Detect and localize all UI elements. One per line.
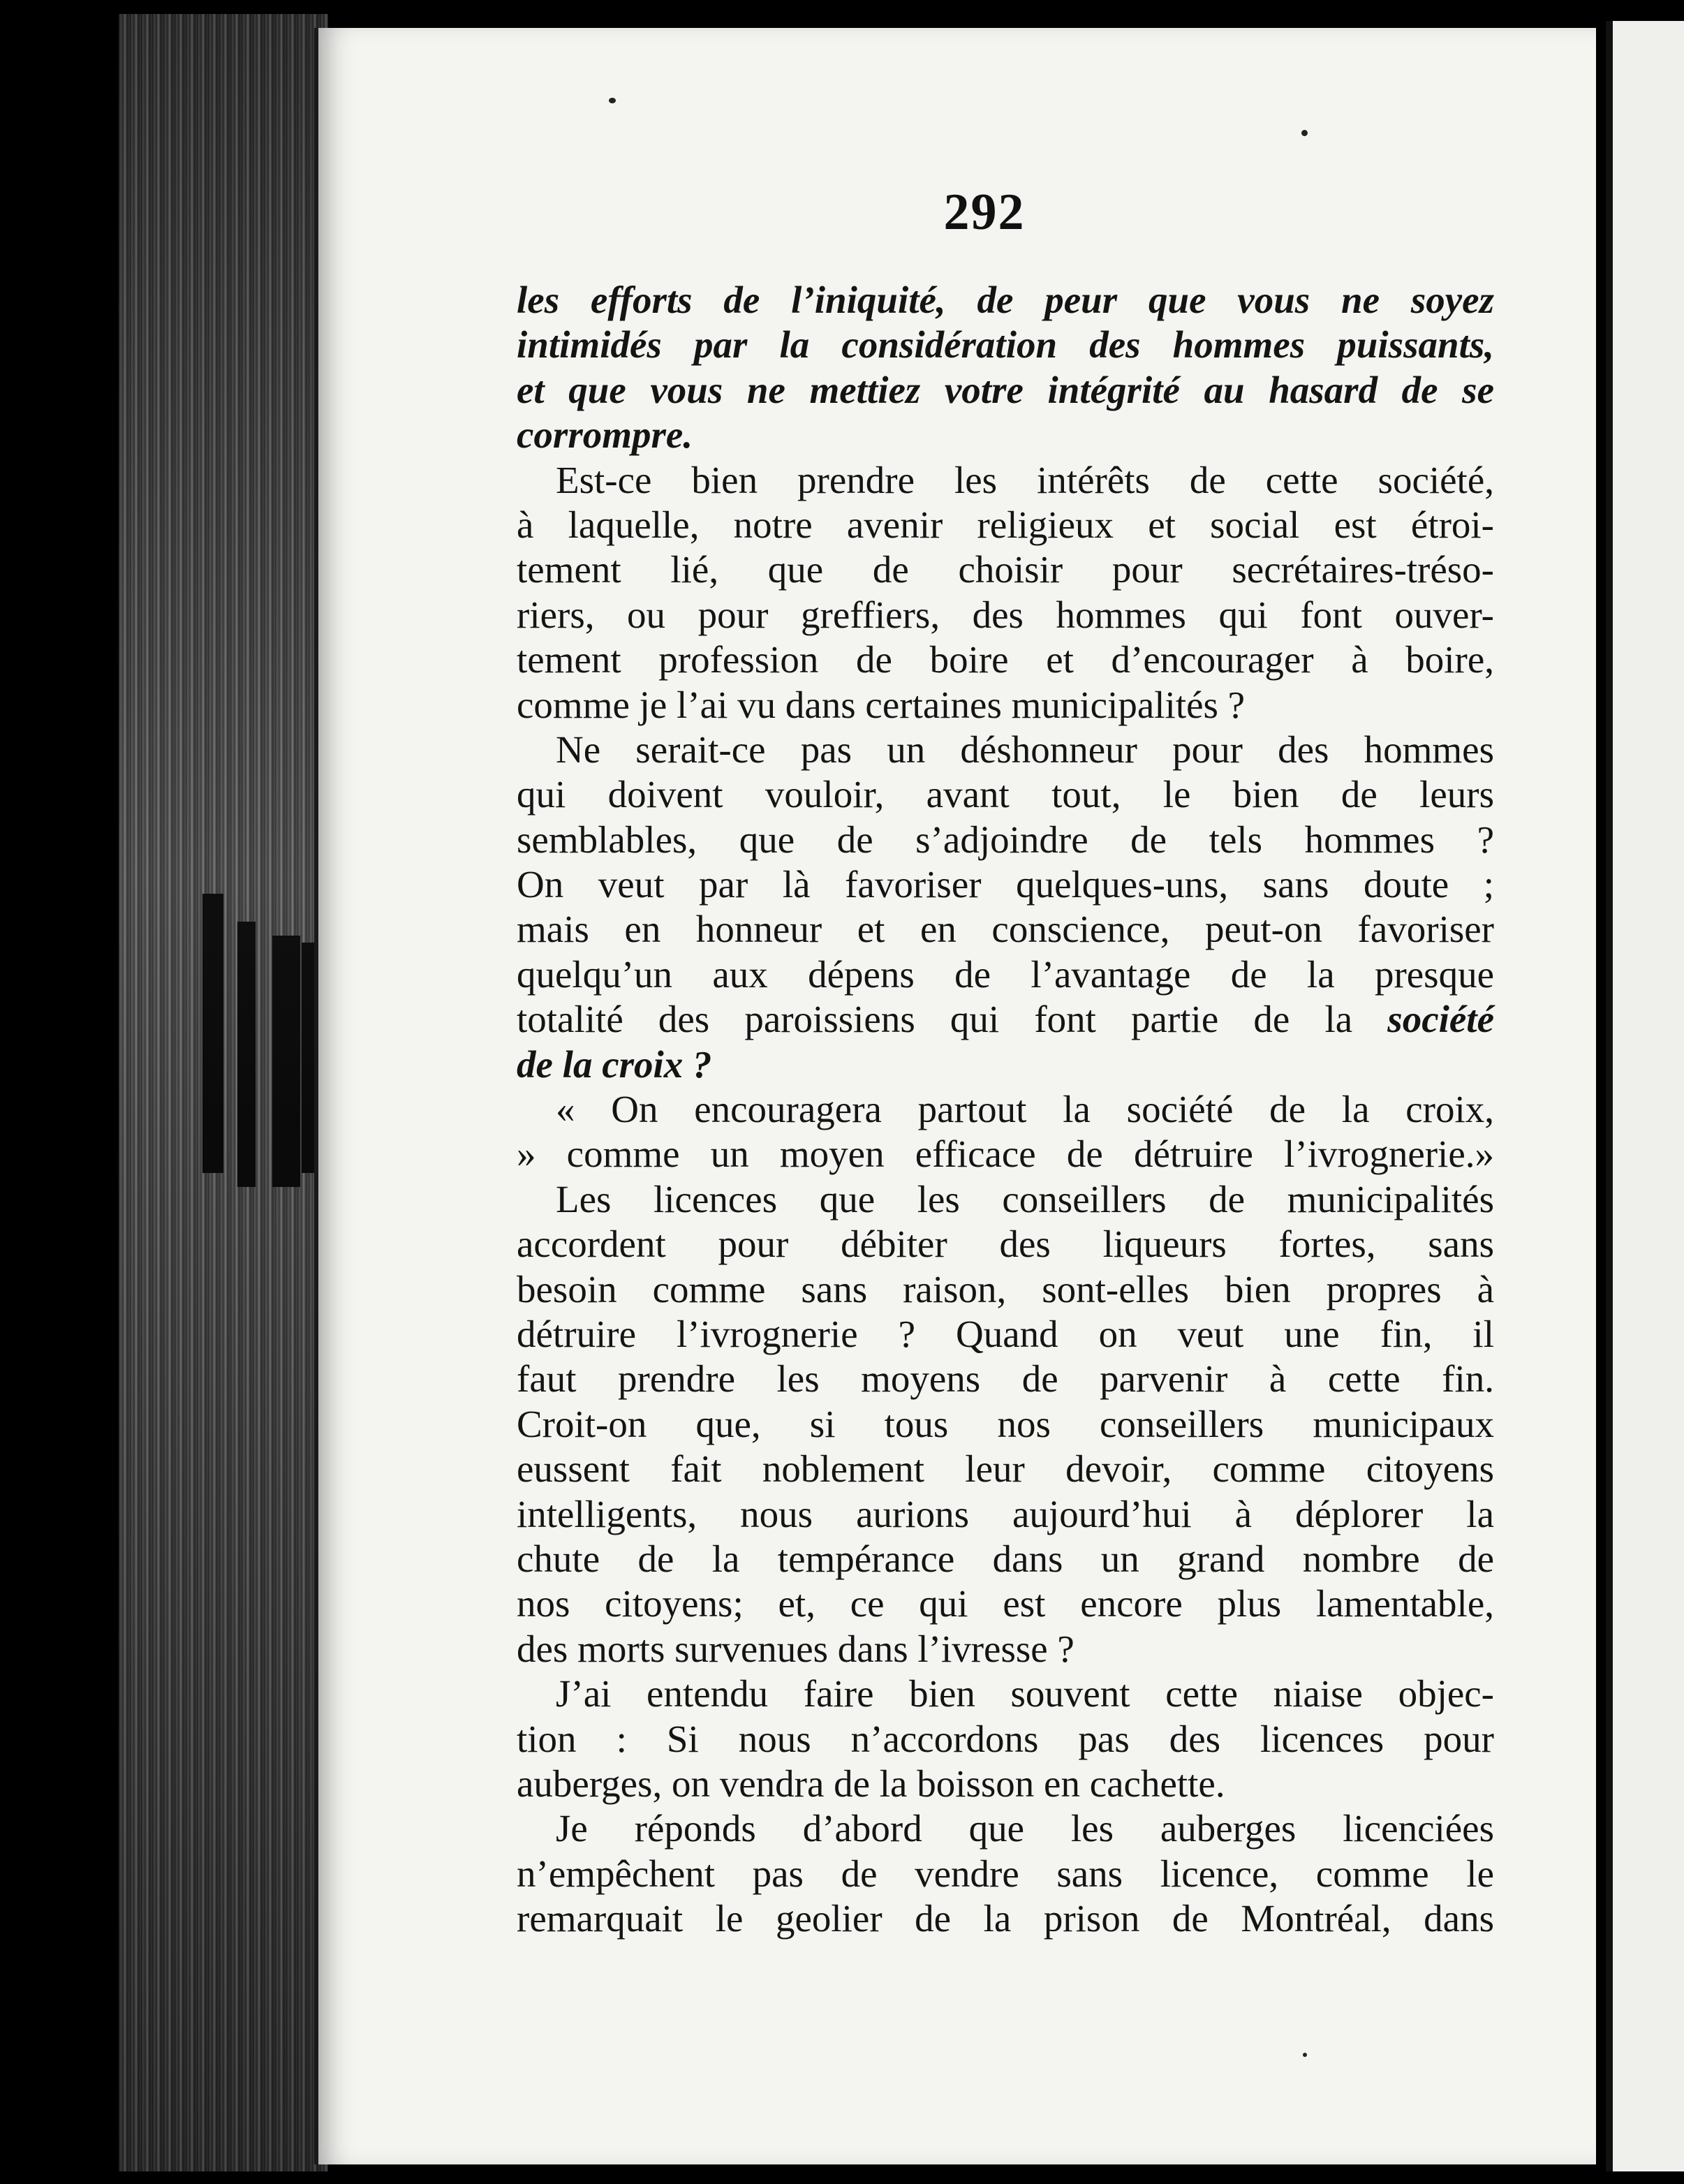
text-line-content: tement profession de boire et d’encourager à boire, (517, 638, 1494, 681)
text-line-content: comme je l’ai vu dans certaines municipalités ? (517, 683, 1246, 726)
page-body-text (517, 278, 1494, 1941)
text-line-content: tement lié, que de choisir pour secrétaires-tréso- (517, 548, 1494, 591)
speck (1301, 130, 1308, 136)
text-line (517, 1447, 1494, 1491)
text-line (517, 413, 1494, 457)
text-line-content: quelqu’un aux dépens de l’avantage de la presque (517, 952, 1494, 996)
text-line-content: intimidés par la considération des hommes puissants, (517, 323, 1494, 367)
edge-mark (272, 936, 300, 1187)
text-line-content: riers, ou pour greffiers, des hommes qui font ouver- (517, 593, 1494, 636)
text-line (517, 1896, 1494, 1941)
text-line (517, 1087, 1494, 1132)
text-line (517, 1852, 1494, 1896)
text-line (517, 1762, 1494, 1806)
text-line (517, 1492, 1494, 1537)
text-line (517, 1267, 1494, 1312)
text-line-content: besoin comme sans raison, sont-elles bien propres à (517, 1267, 1494, 1311)
text-line (517, 368, 1494, 413)
text-line-content: On veut par là favoriser quelques-uns, sans doute ; (517, 863, 1494, 906)
text-line (517, 1581, 1494, 1626)
text-line-content: mais en honneur et en conscience, peut-on favoriser (517, 908, 1494, 951)
text-line-content: remarquait le geolier de la prison de Montréal, dans (517, 1897, 1494, 1940)
text-line (517, 458, 1494, 503)
text-line (517, 1402, 1494, 1447)
text-line-content: Je réponds d’abord que les auberges licenciées (556, 1807, 1494, 1850)
text-line (517, 593, 1494, 637)
text-line-content: Les licences que les conseillers de municipalités (556, 1177, 1494, 1220)
text-line-content: qui doivent vouloir, avant tout, le bien de leurs (517, 773, 1494, 816)
text-line (517, 323, 1494, 367)
text-line-italic-tail: société (1387, 998, 1494, 1041)
text-line-content: eussent fait noblement leur devoir, comme citoyens (517, 1447, 1494, 1491)
edge-mark (237, 922, 256, 1187)
text-line-content: chute de la tempérance dans un grand nombre de (517, 1537, 1494, 1580)
text-line (517, 1132, 1494, 1176)
text-line-content: n’empêchent pas de vendre sans licence, comme le (517, 1852, 1494, 1895)
text-line (517, 728, 1494, 772)
text-line-content: tion : Si nous n’accordons pas des licences pour (517, 1717, 1494, 1760)
text-line-content: détruire l’ivrognerie ? Quand on veut une fin, il (517, 1312, 1494, 1355)
speck (609, 98, 616, 103)
text-line (517, 952, 1494, 997)
text-line-content: les efforts de l’iniquité, de peur que vous ne soyez (517, 279, 1494, 321)
text-line-content: faut prendre les moyens de parvenir à cette fin. (517, 1357, 1494, 1401)
text-line-content: corrompre. (517, 413, 693, 457)
text-line (517, 637, 1494, 682)
text-line (517, 862, 1494, 907)
page-number: 292 (943, 184, 1026, 241)
text-line (517, 1042, 1494, 1087)
text-line (517, 1717, 1494, 1762)
text-line (517, 772, 1494, 817)
text-line-content: J’ai entendu faire bien souvent cette niaise objec- (556, 1672, 1494, 1716)
text-line-content: à laquelle, notre avenir religieux et social est étroi- (517, 503, 1494, 546)
text-line-content: « On encouragera partout la société de la croix, (556, 1088, 1494, 1131)
text-line-content: totalité des paroissiens qui font partie de la (517, 998, 1388, 1041)
text-line-content: auberges, on vendra de la boisson en cachette. (517, 1762, 1225, 1805)
text-line (517, 907, 1494, 952)
text-line (517, 1672, 1494, 1716)
text-line-content: et que vous ne mettiez votre intégrité au hasard de se (517, 368, 1494, 411)
text-line-content: Croit-on que, si tous nos conseillers municipaux (517, 1402, 1494, 1445)
text-line (517, 1537, 1494, 1581)
text-line (517, 1357, 1494, 1401)
text-line-content: des morts survenues dans l’ivresse ? (517, 1627, 1074, 1670)
book-fore-edge (119, 14, 328, 2171)
text-line-content: semblables, que de s’adjoindre de tels hommes ? (517, 818, 1494, 861)
text-line-content: intelligents, nous aurions aujourd’hui à déplorer la (517, 1492, 1494, 1535)
text-line (517, 547, 1494, 592)
text-line-content: accordent pour débiter des liqueurs fortes, sans (517, 1223, 1494, 1266)
text-line-content: Est-ce bien prendre les intérêts de cette société, (556, 458, 1494, 501)
text-line (517, 1627, 1494, 1672)
text-line-content: de la croix ? (517, 1042, 712, 1086)
text-line (517, 683, 1494, 728)
text-line (517, 1177, 1494, 1222)
text-line (517, 818, 1494, 862)
text-line (517, 1222, 1494, 1267)
text-line-content: » comme un moyen efficace de détruire l’ivrognerie.» (517, 1132, 1494, 1176)
text-line (517, 1806, 1494, 1851)
next-page-edge (1606, 21, 1684, 2171)
text-line-content: Ne serait-ce pas un déshonneur pour des hommes (556, 728, 1494, 771)
text-line (517, 1312, 1494, 1357)
text-line-content: nos citoyens; et, ce qui est encore plus lamentable, (517, 1582, 1494, 1625)
text-line (517, 278, 1494, 323)
text-line (517, 503, 1494, 547)
edge-mark (202, 894, 223, 1173)
text-line (517, 997, 1494, 1042)
speck (1303, 2053, 1307, 2057)
